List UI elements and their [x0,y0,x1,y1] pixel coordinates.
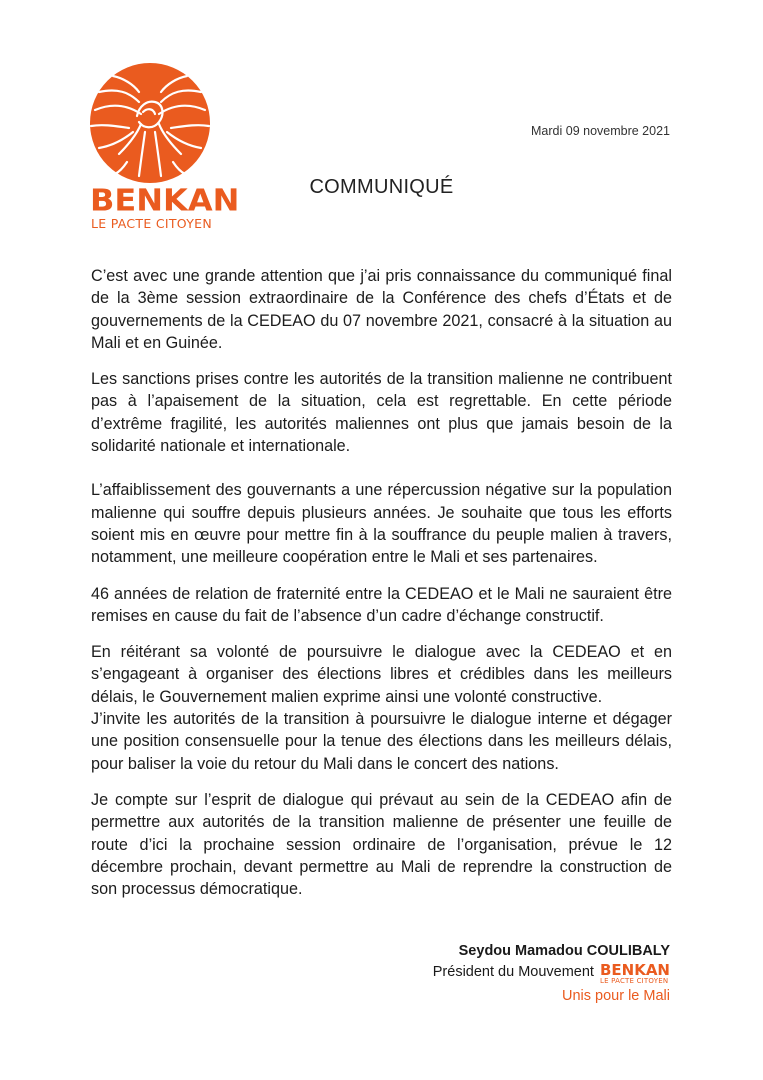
signatory-role-row [270,963,670,985]
document-body [91,265,672,900]
signatory-name: Seydou Mamadou COULIBALY [458,943,670,959]
paragraph: 46 années de relation de fraternité entre la CEDEAO et le Mali ne sauraient être remises en cause du fait de l’absence d’un cadre d’échange constructif. [91,584,672,625]
movement-motto: Unis pour le Mali [562,988,670,1004]
logo-wordmark: BENKAN [90,182,240,219]
signatory-role: Président du Mouvement [432,964,594,980]
paragraph: J’invite les autorités de la transition à poursuivre le dialogue interne et dégager une position consensuelle pour la tenue des élections dans les meilleurs délais, pour baliser la voie du retour du Mali dans le concert des nations. [91,710,672,773]
signature-block [270,942,670,1005]
signature-logo-wordmark: BENKAN [599,961,670,979]
benkan-logo [78,62,240,231]
signature-logo [600,963,670,985]
paragraph: C’est avec une grande attention que j’ai pris connaissance du communiqué final de la 3ème session extraordinaire de la Conférence des chefs d’États et de gouvernements de la CEDEAO du 07 novembre 2021, consacré à la situation au Mali et en Guinée. [91,267,672,352]
paragraph: En réitérant sa volonté de poursuivre le dialogue avec la CEDEAO et en s’engageant à organiser des élections libres et crédibles dans les meilleurs délais, le Gouvernement malien exprime ainsi une volonté constructive. [91,643,672,706]
hands-circle-emblem-icon [89,62,211,184]
signature-logo-tagline: LE PACTE CITOYEN [599,977,669,985]
logo-tagline: LE PACTE CITOYEN [91,216,213,231]
paragraph: L’affaiblissement des gouvernants a une répercussion négative sur la population malienne qui souffre depuis plusieurs années. Je souhaite que tous les efforts soient mis en œuvre pour mettre fin à la souffrance du peuple malien à travers, notamment, une meilleure coopération entre le Mali et ses partenaires. [91,481,672,567]
paragraph: Les sanctions prises contre les autorités de la transition malienne ne contribuent pas à l’apaisement de la situation, cela est regrettable. En cette période d’extrême fragilité, les autorités maliennes ont plus que jamais besoin de la solidarité nationale et internationale. [91,370,672,456]
document-title-text: COMMUNIQUÉ [309,176,454,198]
document-title [0,176,763,199]
document-date: Mardi 09 novembre 2021 [531,124,670,138]
paragraph: Je compte sur l’esprit de dialogue qui prévaut au sein de la CEDEAO afin de permettre aux autorités de la transition malienne de présenter une feuille de route d’ici la prochaine session ordinaire de l’organisation, prévue le 12 décembre prochain, devant permettre au Mali de reprendre la construction de son processus démocratique. [91,790,672,899]
